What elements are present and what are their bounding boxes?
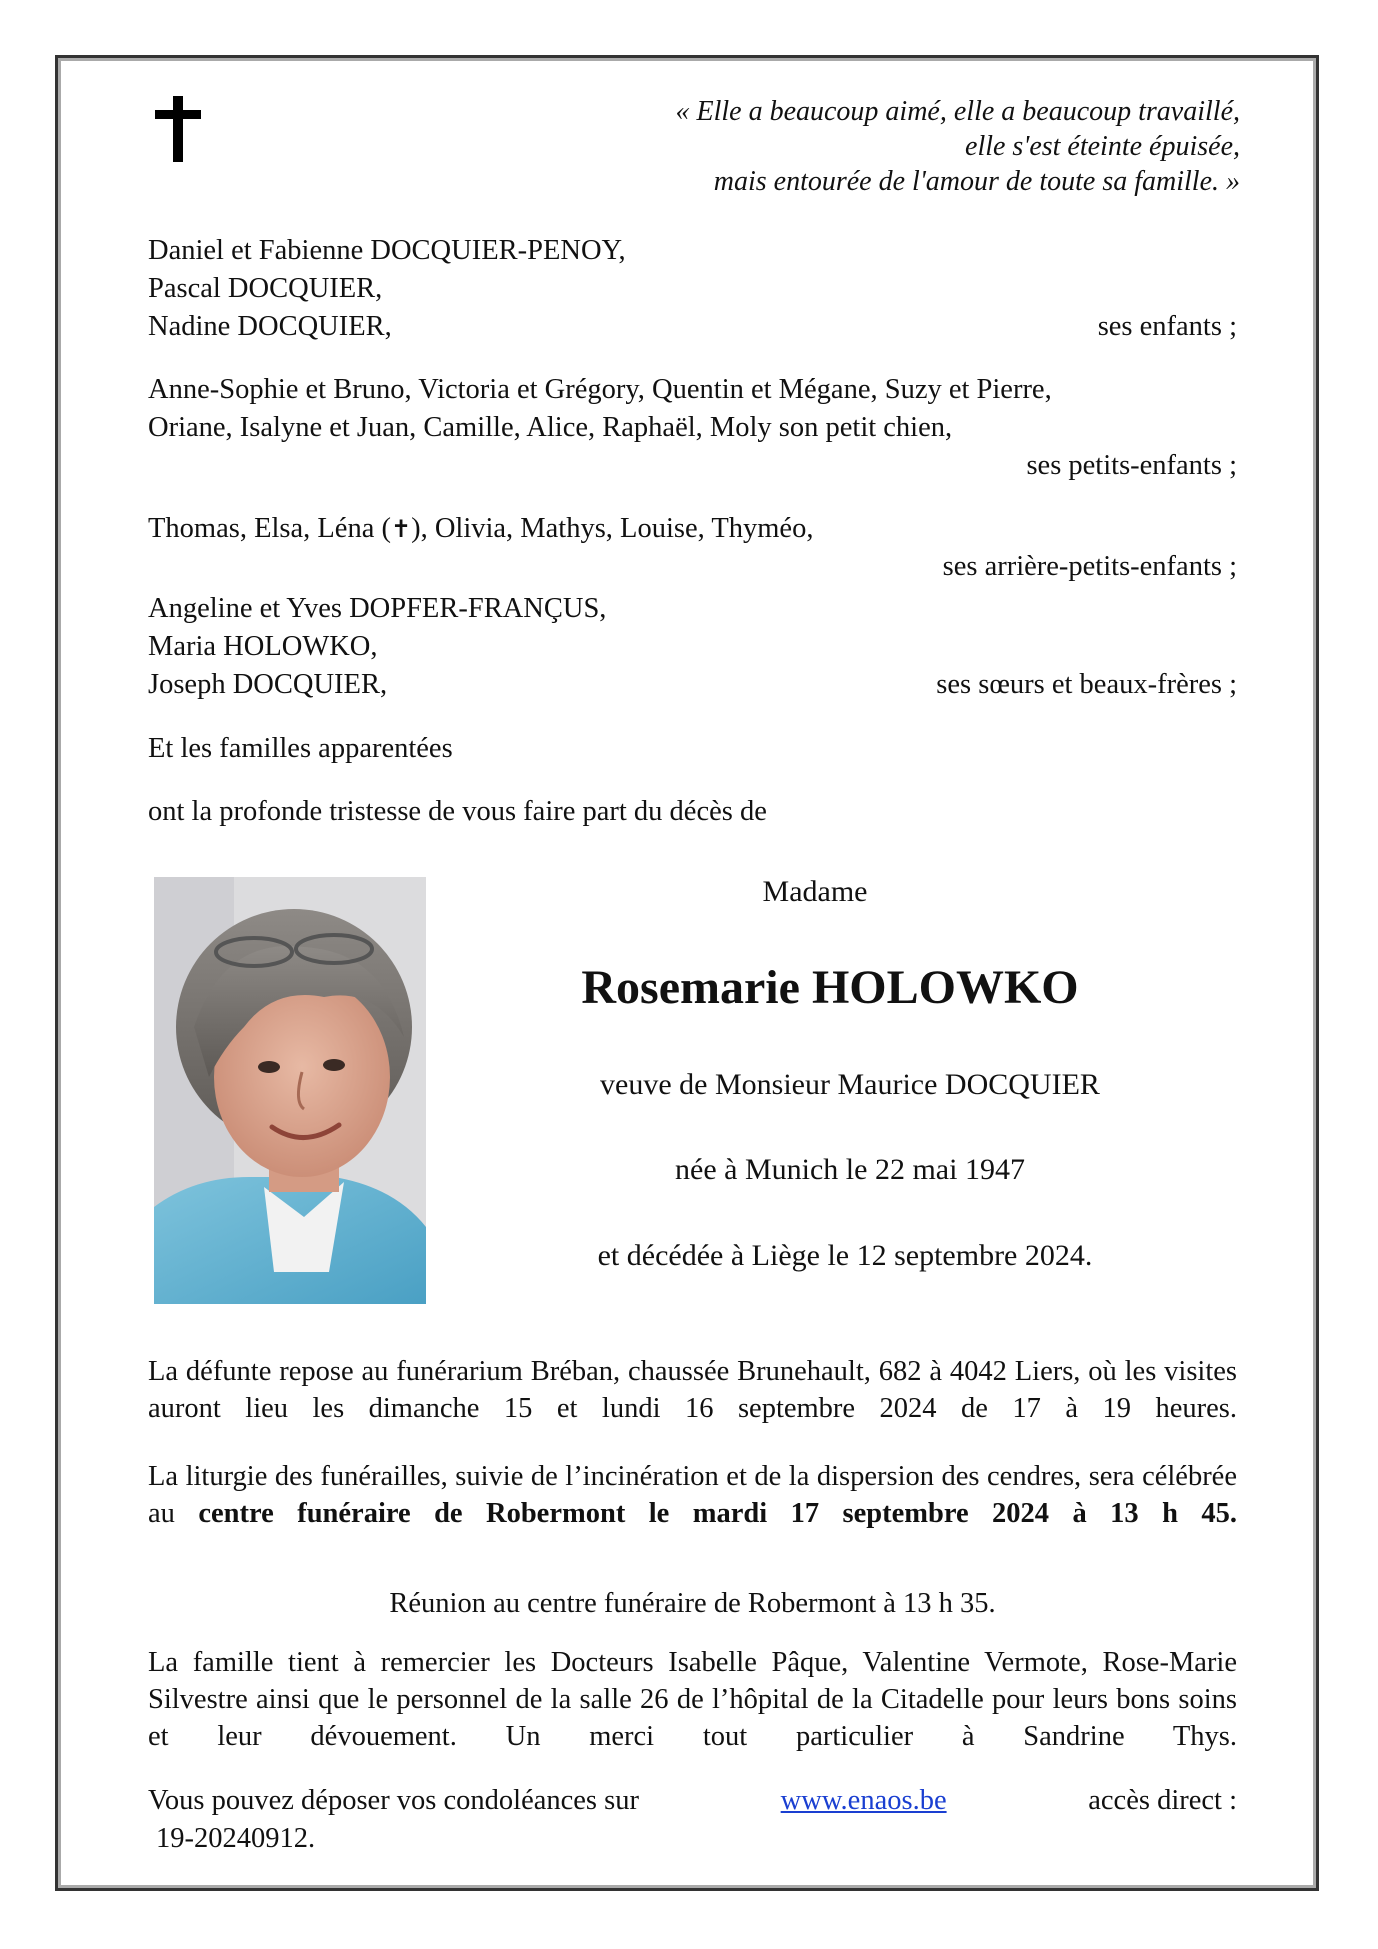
grandchildren-line: Anne-Sophie et Bruno, Victoria et Grégory, Quentin et Mégane, Suzy et Pierre, xyxy=(148,374,1052,405)
condolences-code: 19-20240912. xyxy=(156,1823,316,1854)
child-line: Pascal DOCQUIER, xyxy=(148,273,383,304)
deceased-name: Rosemarie HOLOWKO xyxy=(581,961,1079,1014)
child-line: Daniel et Fabienne DOCQUIER-PENOY, xyxy=(148,235,626,266)
child-line-last xyxy=(148,308,1237,346)
repose-paragraph: La défunte repose au funérarium Bréban, chaussée Brunehault, 682 à 4042 Liers, où les visites auront lieu les dimanche 15 et lundi 16 septembre 2024 de 17 à 19 heures. xyxy=(148,1356,1237,1424)
great-grandchildren-text: ), Olivia, Mathys, Louise, Thyméo, xyxy=(411,513,814,544)
liturgy-details: centre funéraire de Robermont le mardi 17 septembre 2024 à 13 h 45. xyxy=(198,1498,1237,1529)
portrait-photo xyxy=(154,877,426,1304)
quote-line: « Elle a beaucoup aimé, elle a beaucoup travaillé, xyxy=(675,96,1240,127)
child-name: Nadine DOCQUIER, xyxy=(148,311,392,342)
condolences-link[interactable]: www.enaos.be xyxy=(780,1785,947,1816)
grandchildren-line: Oriane, Isalyne et Juan, Camille, Alice, Raphaël, Moly son petit chien, xyxy=(148,412,953,443)
epitaph-quote xyxy=(540,94,1240,199)
children-label: ses enfants ; xyxy=(1097,311,1237,342)
death-info: et décédée à Liège le 12 septembre 2024. xyxy=(597,1239,1093,1272)
sibling-line: Maria HOLOWKO, xyxy=(148,631,378,662)
great-grandchildren-label: ses arrière-petits-enfants ; xyxy=(942,551,1237,582)
sibling-name: Joseph DOCQUIER, xyxy=(148,669,388,700)
liturgy-paragraph xyxy=(148,1458,1237,1532)
siblings-label: ses sœurs et beaux-frères ; xyxy=(936,669,1237,700)
honorific: Madame xyxy=(762,875,868,908)
relatives-line: Et les familles apparentées xyxy=(148,733,453,764)
liturgy-text: La liturgie des funérailles, suivie de l’incinération et de la dispersion des cendres, sera célébrée au xyxy=(148,1461,1237,1529)
cross-icon xyxy=(155,96,203,162)
condolences-access: accès direct : xyxy=(1088,1785,1237,1816)
great-grandchildren-line xyxy=(148,510,1237,548)
condolences-line xyxy=(148,1782,1237,1820)
sibling-line-last xyxy=(148,666,1237,704)
thanks-paragraph: La famille tient à remercier les Docteurs Isabelle Pâque, Valentine Vermote, Rose-Marie Silvestre ainsi que le personnel de la salle 26 de l’hôpital de la Citadelle pour leurs bons soins et leur dévouement. Un merci tout particulier à Sandrine Thys. xyxy=(148,1647,1237,1752)
widow-of: veuve de Monsieur Maurice DOCQUIER xyxy=(600,1068,1100,1101)
great-grandchildren-text: Thomas, Elsa, Léna ( xyxy=(148,513,391,544)
quote-line: mais entourée de l'amour de toute sa famille. » xyxy=(713,166,1240,197)
quote-line: elle s'est éteinte épuisée, xyxy=(965,131,1240,162)
grandchildren-label: ses petits-enfants ; xyxy=(1026,450,1237,481)
announcement-line: ont la profonde tristesse de vous faire part du décès de xyxy=(148,796,767,827)
birth-info: née à Munich le 22 mai 1947 xyxy=(675,1153,1025,1186)
small-cross-icon: ✝ xyxy=(390,515,412,543)
sibling-line: Angeline et Yves DOPFER-FRANÇUS, xyxy=(148,593,607,624)
condolences-text: Vous pouvez déposer vos condoléances sur xyxy=(148,1785,639,1816)
reunion-line: Réunion au centre funéraire de Robermont à 13 h 35. xyxy=(389,1588,996,1619)
